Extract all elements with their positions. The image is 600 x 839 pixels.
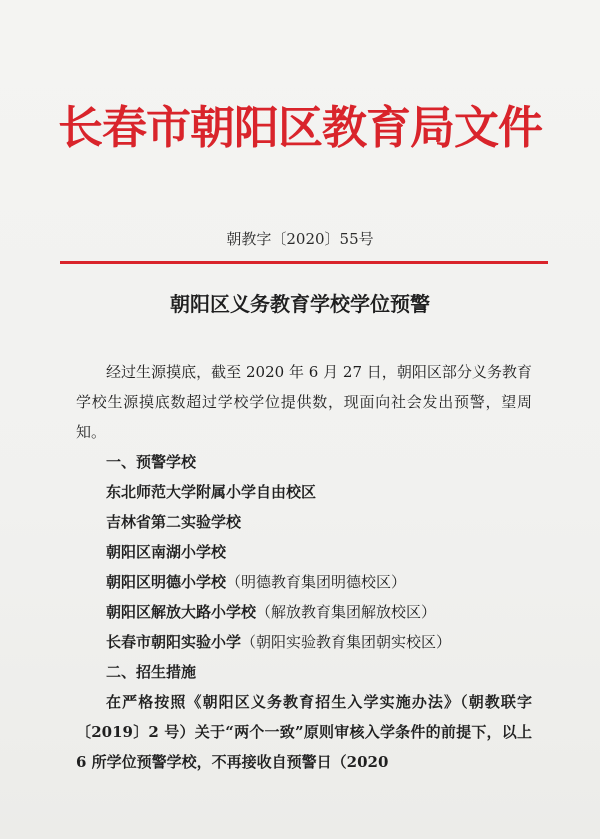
school-item — [76, 597, 532, 627]
school-name: 吉林省第二实验学校 — [106, 513, 242, 531]
school-name: 朝阳区明德小学校 — [106, 573, 227, 591]
school-name: 朝阳区南湖小学校 — [106, 543, 227, 561]
notice-heading: 朝阳区义务教育学校学位预警 — [170, 292, 430, 316]
notice-body — [76, 357, 532, 777]
school-note: （明德教育集团明德校区） — [226, 573, 407, 591]
red-divider-line — [60, 261, 548, 264]
school-name: 朝阳区解放大路小学校 — [106, 603, 257, 621]
school-name: 长春市朝阳实验小学 — [106, 633, 242, 651]
document-number: 朝教字〔2020〕55号 — [226, 230, 374, 248]
school-item — [76, 627, 532, 657]
school-note: （解放教育集团解放校区） — [256, 603, 437, 621]
section-1-title: 一、预警学校 — [106, 453, 197, 471]
school-name: 东北师范大学附属小学自由校区 — [106, 483, 317, 501]
school-note: （朝阳实验教育集团朝实校区） — [241, 633, 452, 651]
school-item — [76, 537, 532, 567]
school-item — [76, 477, 532, 507]
school-item — [76, 567, 532, 597]
school-item — [76, 507, 532, 537]
intro-paragraph: 经过生源摸底，截至 2020 年 6 月 27 日，朝阳区部分义务教育学校生源摸底数超过学校学位提供数，现面向社会发出预警，望周知。 — [76, 363, 532, 441]
measures-paragraph: 在严格按照《朝阳区义务教育招生入学实施办法》（朝教联字〔2019〕2 号）关于“两个一致”原则审核入学条件的前提下，以上 6 所学位预警学校，不再接收自预警日（2020 — [76, 693, 532, 771]
section-2-title: 二、招生措施 — [106, 663, 197, 681]
document-header-title: 长春市朝阳区教育局文件 — [57, 101, 542, 154]
